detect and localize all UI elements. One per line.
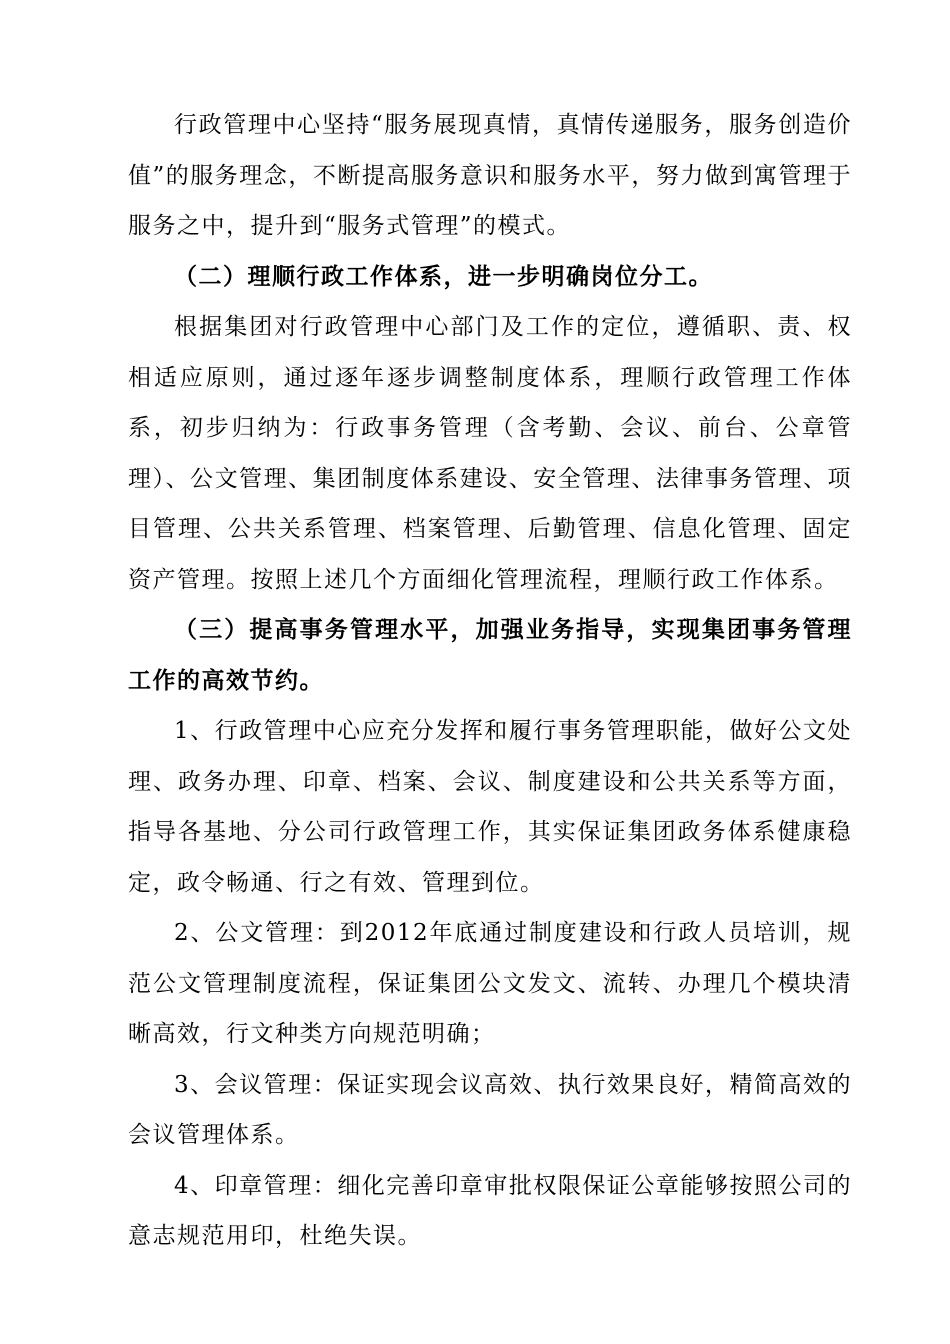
- section-heading-3: （三）提高事务管理水平，加强业务指导，实现集团事务管理工作的高效节约。: [128, 616, 852, 694]
- paragraph-item-3: 3、会议管理：保证实现会议高效、执行效果良好，精简高效的会议管理体系。: [128, 1071, 852, 1148]
- document-body: [128, 100, 852, 1262]
- paragraph-work-system: 根据集团对行政管理中心部门及工作的定位，遵循职、责、权相适应原则，通过逐年逐步调整制度体系，理顺行政管理工作体系，初步归纳为：行政事务管理（含考勤、会议、前台、公章管理）、公文管理、集团制度体系建设、安全管理、法律事务管理、项目管理、公共关系管理、档案管理、后勤管理、信息化管理、固定资产管理。按照上述几个方面细化管理流程，理顺行政工作体系。: [128, 314, 852, 593]
- paragraph-item-4: 4、印章管理：细化完善印章审批权限保证公章能够按照公司的意志规范用印，杜绝失误。: [128, 1172, 852, 1249]
- paragraph-service-philosophy: 行政管理中心坚持“服务展现真情，真情传递服务，服务创造价值”的服务理念，不断提高服务意识和服务水平，努力做到寓管理于服务之中，提升到“服务式管理”的模式。: [128, 112, 852, 239]
- section-heading-2: （二）理顺行政工作体系，进一步明确岗位分工。: [174, 262, 713, 290]
- paragraph-item-2: 2、公文管理：到2012年底通过制度建设和行政人员培训，规范公文管理制度流程，保证集团公文发文、流转、办理几个模块清晰高效，行文种类方向规范明确；: [128, 920, 852, 1047]
- paragraph-item-1: 1、行政管理中心应充分发挥和履行事务管理职能，做好公文处理、政务办理、印章、档案、会议、制度建设和公共关系等方面，指导各基地、分公司行政管理工作，其实保证集团政务体系健康稳定，政令畅通、行之有效、管理到位。: [128, 718, 852, 896]
